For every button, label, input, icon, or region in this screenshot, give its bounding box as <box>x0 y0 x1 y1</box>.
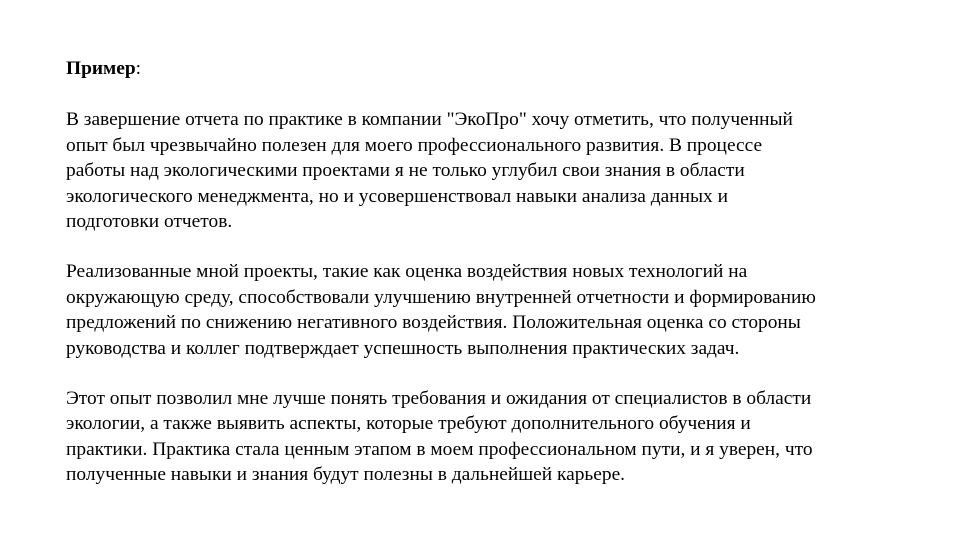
paragraph-line: работы над экологическими проектами я не только углубил свои знания в области <box>66 160 745 182</box>
paragraph-line: полученные навыки и знания будут полезны в дальнейшей карьере. <box>66 464 626 486</box>
paragraph-1 <box>66 107 936 234</box>
paragraph-line: практики. Практика стала ценным этапом в моем профессиональном пути, и я уверен, что <box>66 438 813 460</box>
paragraph-line: руководства и коллег подтверждает успешность выполнения практических задач. <box>66 337 740 359</box>
paragraph-line: подготовки отчетов. <box>66 211 233 233</box>
paragraph-line: Этот опыт позволил мне лучше понять требования и ожидания от специалистов в области <box>66 388 812 410</box>
paragraph-line: опыт был чрезвычайно полезен для моего профессионального развития. В процессе <box>66 134 763 156</box>
paragraph-line: экологии, а также выявить аспекты, которые требуют дополнительного обучения и <box>66 413 751 435</box>
paragraph-line: окружающую среду, способствовали улучшению внутренней отчетности и формированию <box>66 286 816 308</box>
example-heading-label: Пример <box>66 58 136 79</box>
example-heading-colon: : <box>135 58 142 79</box>
paragraph-3 <box>66 386 936 488</box>
paragraph-line: экологического менеджмента, но и усовершенствовал навыки анализа данных и <box>66 185 728 207</box>
paragraph-line: предложений по снижению негативного воздействия. Положительная оценка со стороны <box>66 312 801 334</box>
paragraph-line: Реализованные мной проекты, такие как оценка воздействия новых технологий на <box>66 261 748 283</box>
document-page <box>66 56 936 488</box>
paragraph-2 <box>66 259 936 361</box>
paragraph-line: В завершение отчета по практике в компании "ЭкоПро" хочу отметить, что полученный <box>66 109 793 131</box>
example-heading <box>66 56 936 81</box>
